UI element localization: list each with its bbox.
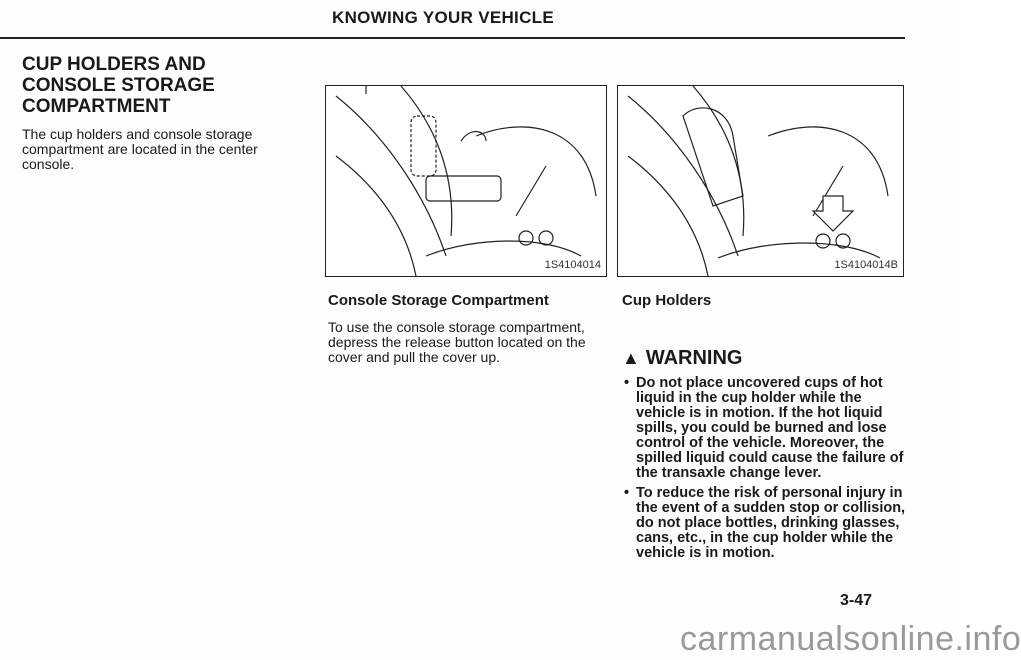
console-instructions: To use the console storage compartment, depress the release button located on the cover and pull the cover up.: [328, 319, 586, 365]
page-number: 3-47: [840, 592, 873, 609]
warning-triangle-icon: ▲: [622, 348, 640, 368]
figure-caption: Cup Holders: [622, 292, 712, 309]
figure-caption: Console Storage Compartment: [328, 292, 549, 309]
warning-item: • To reduce the risk of personal injury in the event of a sudden stop or collision, do not place bottles, drinking glasses, cans, etc., in the cup holder while the vehicle is in motion.: [622, 486, 912, 561]
section-title: CUP HOLDERS AND CONSOLE STORAGE COMPARTMENT: [22, 54, 215, 117]
intro-text: The cup holders and console storage compartment are located in the center console.: [22, 126, 258, 172]
warning-heading: [622, 347, 743, 370]
cup-holder-illustration: [617, 85, 904, 277]
console-storage-illustration: [325, 85, 607, 277]
warning-list: [622, 376, 912, 566]
header-rule: [0, 37, 905, 39]
warning-title: WARNING: [645, 347, 743, 369]
watermark: carmanualsonline.info: [680, 620, 1021, 658]
figure-code: 1S4104014B: [834, 259, 898, 271]
figure-code: 1S4104014: [544, 259, 601, 271]
page-header: KNOWING YOUR VEHICLE: [332, 8, 554, 27]
warning-item: • Do not place uncovered cups of hot liquid in the cup holder while the vehicle is in motion. If the hot liquid spills, you could be burned and lose control of the vehicle. Moreover, the spilled liquid could cause the failure of the transaxle change lever.: [622, 376, 912, 481]
